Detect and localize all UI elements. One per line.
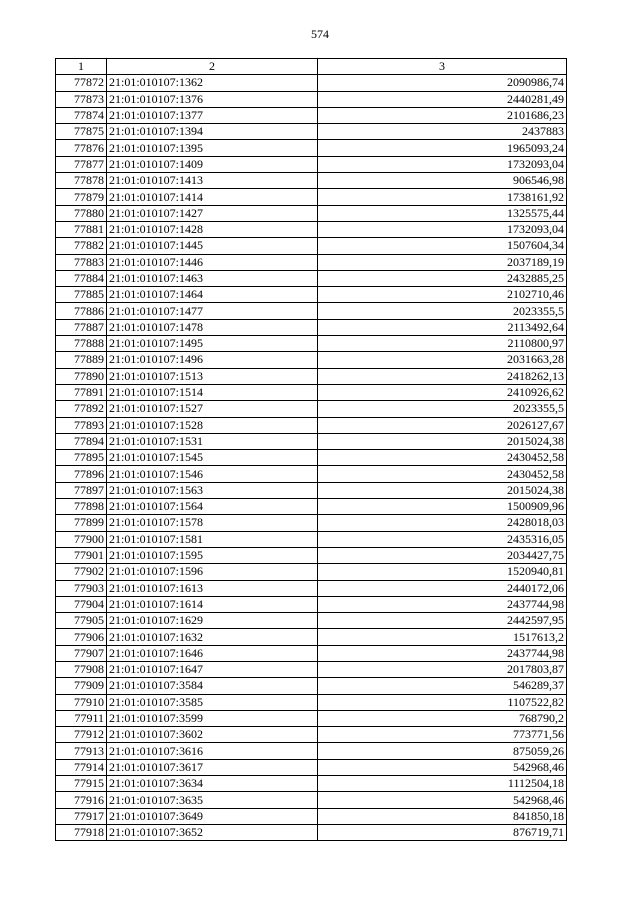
cadastral-number-cell: 21:01:010107:1362	[107, 75, 318, 91]
row-number-cell: 77915	[56, 776, 107, 792]
row-number-cell: 77892	[56, 401, 107, 417]
row-number-cell: 77875	[56, 124, 107, 140]
cadastral-number-cell: 21:01:010107:3602	[107, 727, 318, 743]
table-row	[56, 238, 567, 254]
table-row	[56, 482, 567, 498]
value-cell: 2023355,5	[318, 401, 567, 417]
value-cell: 2090986,74	[318, 75, 567, 91]
value-cell: 906546,98	[318, 173, 567, 189]
value-cell: 1520940,81	[318, 564, 567, 580]
cadastral-number-cell: 21:01:010107:1496	[107, 352, 318, 368]
table-row	[56, 808, 567, 824]
row-number-cell: 77878	[56, 173, 107, 189]
value-cell: 1325575,44	[318, 205, 567, 221]
row-number-cell: 77917	[56, 808, 107, 824]
row-number-cell: 77906	[56, 629, 107, 645]
row-number-cell: 77903	[56, 580, 107, 596]
value-cell: 1112504,18	[318, 776, 567, 792]
row-number-cell: 77879	[56, 189, 107, 205]
table-row	[56, 270, 567, 286]
table-row	[56, 91, 567, 107]
value-cell: 2442597,95	[318, 613, 567, 629]
table-row	[56, 124, 567, 140]
cadastral-number-cell: 21:01:010107:1564	[107, 499, 318, 515]
row-number-cell: 77887	[56, 319, 107, 335]
cadastral-number-cell: 21:01:010107:1413	[107, 173, 318, 189]
table-header-row	[56, 59, 567, 75]
value-cell: 2440281,49	[318, 91, 567, 107]
cadastral-number-cell: 21:01:010107:1394	[107, 124, 318, 140]
value-cell: 2437883	[318, 124, 567, 140]
row-number-cell: 77902	[56, 564, 107, 580]
cadastral-number-cell: 21:01:010107:1646	[107, 645, 318, 661]
cadastral-number-cell: 21:01:010107:3634	[107, 776, 318, 792]
cadastral-number-cell: 21:01:010107:1495	[107, 336, 318, 352]
value-cell: 2428018,03	[318, 515, 567, 531]
cadastral-number-cell: 21:01:010107:3584	[107, 678, 318, 694]
table-row	[56, 727, 567, 743]
cadastral-number-cell: 21:01:010107:3617	[107, 759, 318, 775]
table-row	[56, 547, 567, 563]
value-cell: 2102710,46	[318, 287, 567, 303]
row-number-cell: 77898	[56, 499, 107, 515]
cadastral-number-cell: 21:01:010107:1527	[107, 401, 318, 417]
table-row	[56, 564, 567, 580]
table-row	[56, 678, 567, 694]
cadastral-number-cell: 21:01:010107:1463	[107, 270, 318, 286]
table-row	[56, 107, 567, 123]
row-number-cell: 77876	[56, 140, 107, 156]
cadastral-number-cell: 21:01:010107:1446	[107, 254, 318, 270]
column-header-1: 1	[56, 59, 107, 75]
row-number-cell: 77888	[56, 336, 107, 352]
table-row	[56, 694, 567, 710]
page-number: 574	[311, 27, 329, 41]
value-cell: 875059,26	[318, 743, 567, 759]
row-number-cell: 77910	[56, 694, 107, 710]
cadastral-number-cell: 21:01:010107:1414	[107, 189, 318, 205]
row-number-cell: 77877	[56, 156, 107, 172]
cadastral-number-cell: 21:01:010107:1647	[107, 661, 318, 677]
table-row	[56, 531, 567, 547]
row-number-cell: 77896	[56, 466, 107, 482]
cadastral-number-cell: 21:01:010107:1376	[107, 91, 318, 107]
value-cell: 2110800,97	[318, 336, 567, 352]
value-cell: 2026127,67	[318, 417, 567, 433]
row-number-cell: 77874	[56, 107, 107, 123]
cadastral-number-cell: 21:01:010107:1464	[107, 287, 318, 303]
table-row	[56, 319, 567, 335]
table-row	[56, 156, 567, 172]
row-number-cell: 77894	[56, 433, 107, 449]
value-cell: 1517613,2	[318, 629, 567, 645]
value-cell: 1965093,24	[318, 140, 567, 156]
table-row	[56, 645, 567, 661]
value-cell: 2437744,98	[318, 645, 567, 661]
table-row	[56, 221, 567, 237]
row-number-cell: 77911	[56, 710, 107, 726]
value-cell: 876719,71	[318, 824, 567, 840]
table-row	[56, 661, 567, 677]
table-row	[56, 254, 567, 270]
cadastral-number-cell: 21:01:010107:1377	[107, 107, 318, 123]
cadastral-number-cell: 21:01:010107:1563	[107, 482, 318, 498]
cadastral-number-cell: 21:01:010107:3585	[107, 694, 318, 710]
table-row	[56, 515, 567, 531]
value-cell: 841850,18	[318, 808, 567, 824]
cadastral-number-cell: 21:01:010107:3599	[107, 710, 318, 726]
table-row	[56, 303, 567, 319]
value-cell: 1738161,92	[318, 189, 567, 205]
value-cell: 2101686,23	[318, 107, 567, 123]
table-row	[56, 173, 567, 189]
row-number-cell: 77905	[56, 613, 107, 629]
value-cell: 1732093,04	[318, 221, 567, 237]
value-cell: 768790,2	[318, 710, 567, 726]
table-row	[56, 433, 567, 449]
cadastral-number-cell: 21:01:010107:1578	[107, 515, 318, 531]
cadastral-number-cell: 21:01:010107:1581	[107, 531, 318, 547]
value-cell: 2430452,58	[318, 450, 567, 466]
table-row	[56, 759, 567, 775]
cadastral-number-cell: 21:01:010107:1409	[107, 156, 318, 172]
column-header-3: 3	[318, 59, 567, 75]
row-number-cell: 77886	[56, 303, 107, 319]
table-row	[56, 450, 567, 466]
table-row	[56, 352, 567, 368]
value-cell: 2034427,75	[318, 547, 567, 563]
cadastral-number-cell: 21:01:010107:1545	[107, 450, 318, 466]
value-cell: 2435316,05	[318, 531, 567, 547]
value-cell: 773771,56	[318, 727, 567, 743]
value-cell: 2418262,13	[318, 368, 567, 384]
cadastral-number-cell: 21:01:010107:1614	[107, 596, 318, 612]
table-row	[56, 629, 567, 645]
cadastral-number-cell: 21:01:010107:3635	[107, 792, 318, 808]
cadastral-number-cell: 21:01:010107:1513	[107, 368, 318, 384]
value-cell: 2410926,62	[318, 384, 567, 400]
value-cell: 1507604,34	[318, 238, 567, 254]
table-row	[56, 336, 567, 352]
row-number-cell: 77918	[56, 824, 107, 840]
row-number-cell: 77890	[56, 368, 107, 384]
value-cell: 2113492,64	[318, 319, 567, 335]
value-cell: 2023355,5	[318, 303, 567, 319]
cadastral-number-cell: 21:01:010107:1528	[107, 417, 318, 433]
row-number-cell: 77895	[56, 450, 107, 466]
column-header-2: 2	[107, 59, 318, 75]
value-cell: 542968,46	[318, 759, 567, 775]
row-number-cell: 77912	[56, 727, 107, 743]
table-row	[56, 189, 567, 205]
value-cell: 1107522,82	[318, 694, 567, 710]
row-number-cell: 77909	[56, 678, 107, 694]
cadastral-number-cell: 21:01:010107:1477	[107, 303, 318, 319]
row-number-cell: 77897	[56, 482, 107, 498]
table-row	[56, 824, 567, 840]
row-number-cell: 77880	[56, 205, 107, 221]
table-row	[56, 743, 567, 759]
row-number-cell: 77904	[56, 596, 107, 612]
value-cell: 2031663,28	[318, 352, 567, 368]
row-number-cell: 77900	[56, 531, 107, 547]
cadastral-number-cell: 21:01:010107:1514	[107, 384, 318, 400]
row-number-cell: 77907	[56, 645, 107, 661]
row-number-cell: 77881	[56, 221, 107, 237]
row-number-cell: 77882	[56, 238, 107, 254]
row-number-cell: 77914	[56, 759, 107, 775]
row-number-cell: 77883	[56, 254, 107, 270]
row-number-cell: 77916	[56, 792, 107, 808]
table-row	[56, 710, 567, 726]
value-cell: 2437744,98	[318, 596, 567, 612]
cadastral-number-cell: 21:01:010107:1478	[107, 319, 318, 335]
cadastral-number-cell: 21:01:010107:1531	[107, 433, 318, 449]
table-row	[56, 368, 567, 384]
value-cell: 2015024,38	[318, 433, 567, 449]
row-number-cell: 77885	[56, 287, 107, 303]
table-row	[56, 596, 567, 612]
value-cell: 2430452,58	[318, 466, 567, 482]
table-row	[56, 580, 567, 596]
row-number-cell: 77884	[56, 270, 107, 286]
table-row	[56, 499, 567, 515]
value-cell: 1500909,96	[318, 499, 567, 515]
cadastral-number-cell: 21:01:010107:1632	[107, 629, 318, 645]
cadastral-number-cell: 21:01:010107:1546	[107, 466, 318, 482]
row-number-cell: 77901	[56, 547, 107, 563]
table-row	[56, 140, 567, 156]
table-row	[56, 776, 567, 792]
value-cell: 2015024,38	[318, 482, 567, 498]
cadastral-number-cell: 21:01:010107:1427	[107, 205, 318, 221]
row-number-cell: 77908	[56, 661, 107, 677]
value-cell: 542968,46	[318, 792, 567, 808]
cadastral-number-cell: 21:01:010107:1596	[107, 564, 318, 580]
table-row	[56, 287, 567, 303]
value-cell: 546289,37	[318, 678, 567, 694]
value-cell: 2432885,25	[318, 270, 567, 286]
cadastral-number-cell: 21:01:010107:1445	[107, 238, 318, 254]
cadastral-number-cell: 21:01:010107:3652	[107, 824, 318, 840]
row-number-cell: 77872	[56, 75, 107, 91]
row-number-cell: 77873	[56, 91, 107, 107]
data-table	[55, 58, 567, 841]
value-cell: 2037189,19	[318, 254, 567, 270]
row-number-cell: 77891	[56, 384, 107, 400]
table-row	[56, 613, 567, 629]
table-row	[56, 205, 567, 221]
row-number-cell: 77913	[56, 743, 107, 759]
table-row	[56, 792, 567, 808]
row-number-cell: 77899	[56, 515, 107, 531]
table-row	[56, 384, 567, 400]
table-row	[56, 417, 567, 433]
table-row	[56, 466, 567, 482]
table-row	[56, 75, 567, 91]
cadastral-number-cell: 21:01:010107:3616	[107, 743, 318, 759]
value-cell: 2017803,87	[318, 661, 567, 677]
value-cell: 2440172,06	[318, 580, 567, 596]
cadastral-number-cell: 21:01:010107:1395	[107, 140, 318, 156]
cadastral-number-cell: 21:01:010107:1629	[107, 613, 318, 629]
table-row	[56, 401, 567, 417]
table-body	[56, 75, 567, 841]
row-number-cell: 77889	[56, 352, 107, 368]
cadastral-number-cell: 21:01:010107:3649	[107, 808, 318, 824]
row-number-cell: 77893	[56, 417, 107, 433]
value-cell: 1732093,04	[318, 156, 567, 172]
cadastral-number-cell: 21:01:010107:1595	[107, 547, 318, 563]
cadastral-number-cell: 21:01:010107:1428	[107, 221, 318, 237]
cadastral-number-cell: 21:01:010107:1613	[107, 580, 318, 596]
